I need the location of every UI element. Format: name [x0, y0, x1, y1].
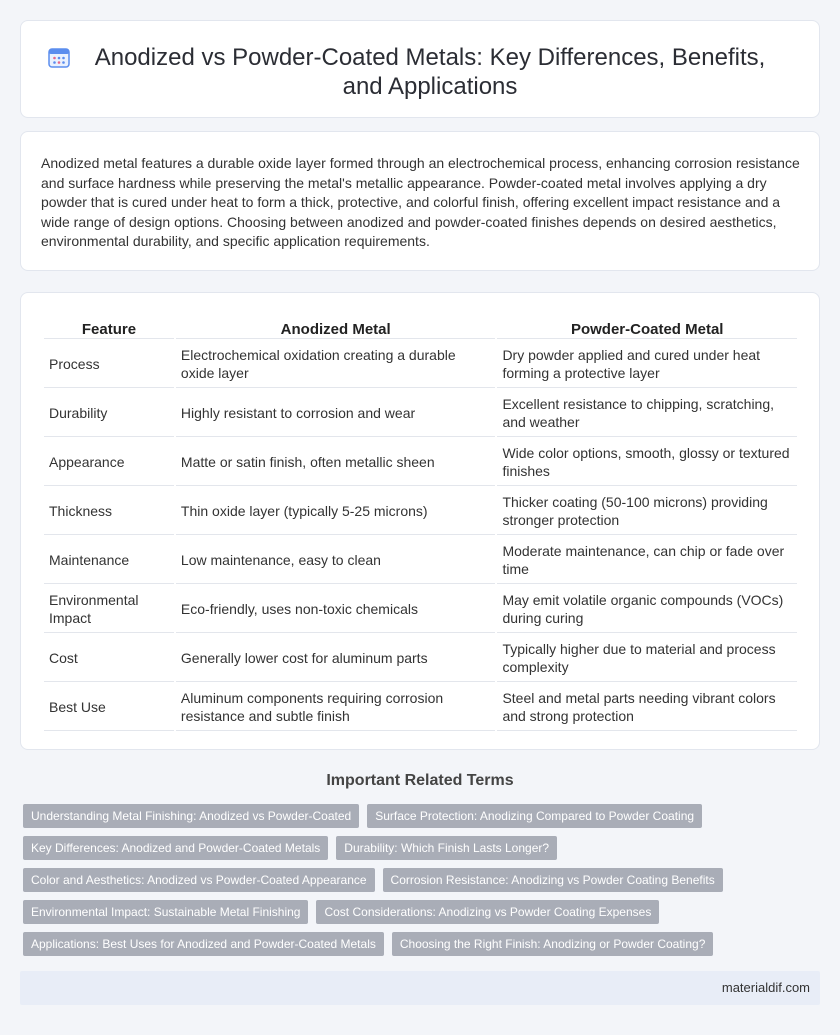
cell-powder-coated: Steel and metal parts needing vibrant colors and strong protection — [497, 684, 797, 731]
related-tag[interactable]: Key Differences: Anodized and Powder-Coated Metals — [23, 836, 328, 860]
related-tag[interactable]: Durability: Which Finish Lasts Longer? — [336, 836, 557, 860]
related-tag[interactable]: Applications: Best Uses for Anodized and Powder-Coated Metals — [23, 932, 384, 956]
related-terms-heading: Important Related Terms — [326, 772, 514, 789]
related-tag-row — [23, 804, 702, 828]
table-row — [44, 537, 797, 584]
related-tag[interactable]: Corrosion Resistance: Anodizing vs Powder Coating Benefits — [383, 868, 723, 892]
related-tag[interactable]: Cost Considerations: Anodizing vs Powder Coating Expenses — [316, 900, 659, 924]
cell-powder-coated: Wide color options, smooth, glossy or textured finishes — [497, 439, 797, 486]
comparison-card — [20, 292, 820, 750]
cell-feature: Durability — [44, 390, 174, 437]
footer-site-link[interactable]: materialdif.com — [721, 980, 810, 995]
cell-powder-coated: Moderate maintenance, can chip or fade over time — [497, 537, 797, 584]
cell-anodized: Eco-friendly, uses non-toxic chemicals — [176, 586, 496, 633]
cell-powder-coated: Typically higher due to material and process complexity — [497, 635, 797, 682]
title-card — [20, 20, 820, 118]
cell-anodized: Aluminum components requiring corrosion resistance and subtle finish — [176, 684, 496, 731]
cell-feature: Process — [44, 341, 174, 388]
cell-anodized: Matte or satin finish, often metallic sheen — [176, 439, 496, 486]
intro-paragraph: Anodized metal features a durable oxide layer formed through an electrochemical process, enhancing corrosion resistance and surface hardness while preserving the metal's metallic appearance. Powder-coated metal involves applying a dry powder that is cured under heat to form a thick, protective, and colorful finish, offering excellent impact resistance and a wide range of design options. Choosing between anodized and powder-coated finishes depends on desired aesthetics, environmental durability, and specific application requirements. — [41, 155, 800, 250]
related-tag[interactable]: Color and Aesthetics: Anodized vs Powder-Coated Appearance — [23, 868, 375, 892]
related-tag-row — [23, 868, 723, 892]
cell-feature: Environmental Impact — [44, 586, 174, 633]
intro-card — [20, 131, 820, 271]
cell-anodized: Highly resistant to corrosion and wear — [176, 390, 496, 437]
table-header-row — [44, 317, 797, 339]
footer-bar — [20, 971, 820, 1005]
header-anodized: Anodized Metal — [176, 317, 496, 339]
cell-feature: Thickness — [44, 488, 174, 535]
related-tag-row — [23, 932, 713, 956]
cell-powder-coated: Dry powder applied and cured under heat forming a protective layer — [497, 341, 797, 388]
related-tag[interactable]: Surface Protection: Anodizing Compared to Powder Coating — [367, 804, 702, 828]
cell-powder-coated: Excellent resistance to chipping, scratching, and weather — [497, 390, 797, 437]
table-row — [44, 341, 797, 388]
table-row — [44, 439, 797, 486]
table-row — [44, 488, 797, 535]
cell-feature: Appearance — [44, 439, 174, 486]
comparison-table — [42, 315, 799, 733]
cell-feature: Best Use — [44, 684, 174, 731]
cell-feature: Cost — [44, 635, 174, 682]
cell-anodized: Generally lower cost for aluminum parts — [176, 635, 496, 682]
cell-powder-coated: Thicker coating (50-100 microns) providing stronger protection — [497, 488, 797, 535]
cell-feature: Maintenance — [44, 537, 174, 584]
table-row — [44, 390, 797, 437]
related-tag-row — [23, 900, 659, 924]
table-row — [44, 635, 797, 682]
cell-anodized: Thin oxide layer (typically 5-25 microns) — [176, 488, 496, 535]
table-row — [44, 586, 797, 633]
cell-powder-coated: May emit volatile organic compounds (VOCs) during curing — [497, 586, 797, 633]
cell-anodized: Electrochemical oxidation creating a durable oxide layer — [176, 341, 496, 388]
page-title: Anodized vs Powder-Coated Metals: Key Differences, Benefits, and Applications — [94, 44, 766, 100]
header-powder-coated: Powder-Coated Metal — [497, 317, 797, 339]
related-tag-row — [23, 836, 557, 860]
header-feature: Feature — [44, 317, 174, 339]
related-tag[interactable]: Choosing the Right Finish: Anodizing or Powder Coating? — [392, 932, 714, 956]
related-tag[interactable]: Understanding Metal Finishing: Anodized vs Powder-Coated — [23, 804, 359, 828]
cell-anodized: Low maintenance, easy to clean — [176, 537, 496, 584]
table-row — [44, 684, 797, 731]
related-tag[interactable]: Environmental Impact: Sustainable Metal Finishing — [23, 900, 308, 924]
